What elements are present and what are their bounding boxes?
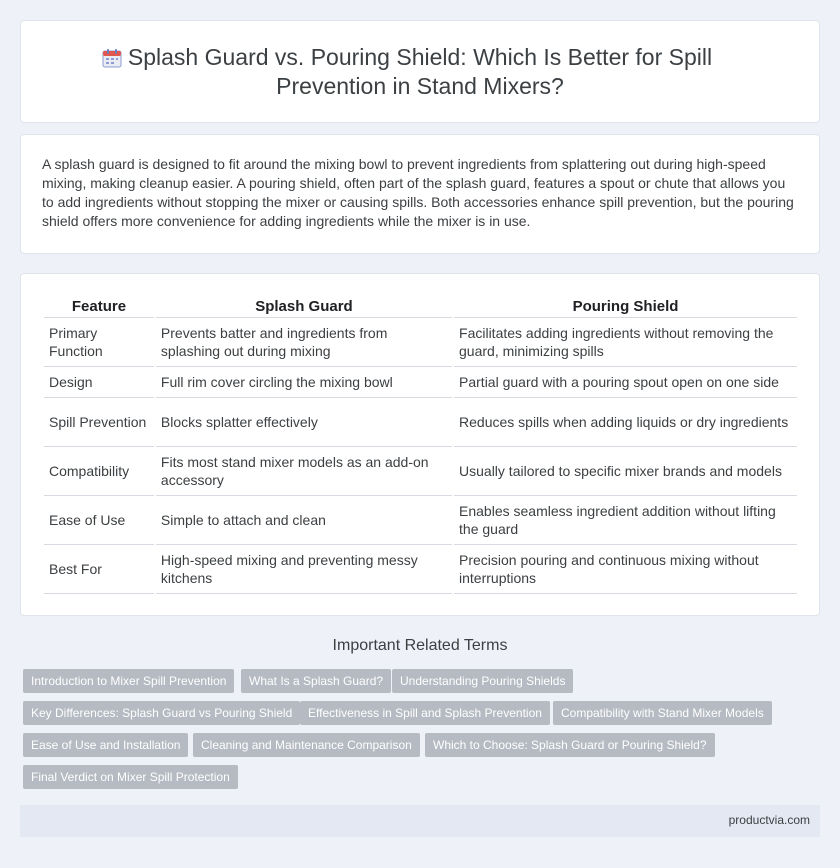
page-title: Splash Guard vs. Pouring Shield: Which Is Better for Spill Prevention in Stand Mixers? xyxy=(127,44,713,99)
table-cell-feature: Ease of Use xyxy=(44,496,154,545)
header-splash-guard: Splash Guard xyxy=(156,295,452,318)
header-feature: Feature xyxy=(44,295,154,318)
table-cell-splash-guard: Simple to attach and clean xyxy=(156,496,452,545)
table-cell-feature: Best For xyxy=(44,545,154,594)
table-row xyxy=(44,367,797,398)
table-cell-feature: Design xyxy=(44,367,154,398)
related-term-tag[interactable]: Introduction to Mixer Spill Prevention xyxy=(23,669,234,693)
table-cell-splash-guard: Full rim cover circling the mixing bowl xyxy=(156,367,452,398)
table-cell-feature: Primary Function xyxy=(44,318,154,367)
related-term-tag[interactable]: Compatibility with Stand Mixer Models xyxy=(553,701,772,725)
table-cell-feature: Compatibility xyxy=(44,447,154,496)
related-term-tag[interactable]: Understanding Pouring Shields xyxy=(392,669,573,693)
table-cell-pouring-shield: Reduces spills when adding liquids or dry ingredients xyxy=(454,398,797,447)
title-card xyxy=(20,20,820,123)
table-header-row xyxy=(44,295,797,318)
table-cell-splash-guard: Prevents batter and ingredients from splashing out during mixing xyxy=(156,318,452,367)
footer xyxy=(20,805,820,837)
comparison-card xyxy=(20,273,820,616)
related-term-tag[interactable]: Effectiveness in Spill and Splash Prevention xyxy=(300,701,550,725)
table-row xyxy=(44,318,797,367)
table-cell-pouring-shield: Usually tailored to specific mixer brands and models xyxy=(454,447,797,496)
header-pouring-shield: Pouring Shield xyxy=(454,295,797,318)
related-term-tag[interactable]: Ease of Use and Installation xyxy=(23,733,188,757)
footer-site-name: productvia.com xyxy=(728,813,810,827)
related-term-tag[interactable]: Which to Choose: Splash Guard or Pouring Shield? xyxy=(425,733,715,757)
intro-card xyxy=(20,134,820,254)
table-cell-pouring-shield: Partial guard with a pouring spout open on one side xyxy=(454,367,797,398)
related-term-tag[interactable]: Key Differences: Splash Guard vs Pouring Shield xyxy=(23,701,300,725)
table-cell-splash-guard: Fits most stand mixer models as an add-on accessory xyxy=(156,447,452,496)
table-row xyxy=(44,398,797,447)
comparison-table xyxy=(42,295,799,594)
table-cell-splash-guard: Blocks splatter effectively xyxy=(156,398,452,447)
table-row xyxy=(44,545,797,594)
table-cell-pouring-shield: Facilitates adding ingredients without removing the guard, minimizing spills xyxy=(454,318,797,367)
table-cell-splash-guard: High-speed mixing and preventing messy kitchens xyxy=(156,545,452,594)
intro-paragraph: A splash guard is designed to fit around the mixing bowl to prevent ingredients from splattering out during high-speed mixing, making cleanup easier. A pouring shield, often part of the splash guard, features a spout or chute that allows you to add ingredients without stopping the mixer or causing spills. Both accessories enhance spill prevention, but the pouring shield offers more convenience for adding ingredients while the mixer is in use. xyxy=(42,156,794,229)
table-cell-feature: Spill Prevention xyxy=(44,398,154,447)
related-term-tag[interactable]: Cleaning and Maintenance Comparison xyxy=(193,733,420,757)
table-cell-pouring-shield: Precision pouring and continuous mixing without interruptions xyxy=(454,545,797,594)
table-row xyxy=(44,496,797,545)
related-terms-heading: Important Related Terms xyxy=(332,637,508,654)
related-term-tag[interactable]: What Is a Splash Guard? xyxy=(241,669,391,693)
table-row xyxy=(44,447,797,496)
table-cell-pouring-shield: Enables seamless ingredient addition without lifting the guard xyxy=(454,496,797,545)
related-term-tag[interactable]: Final Verdict on Mixer Spill Protection xyxy=(23,765,238,789)
